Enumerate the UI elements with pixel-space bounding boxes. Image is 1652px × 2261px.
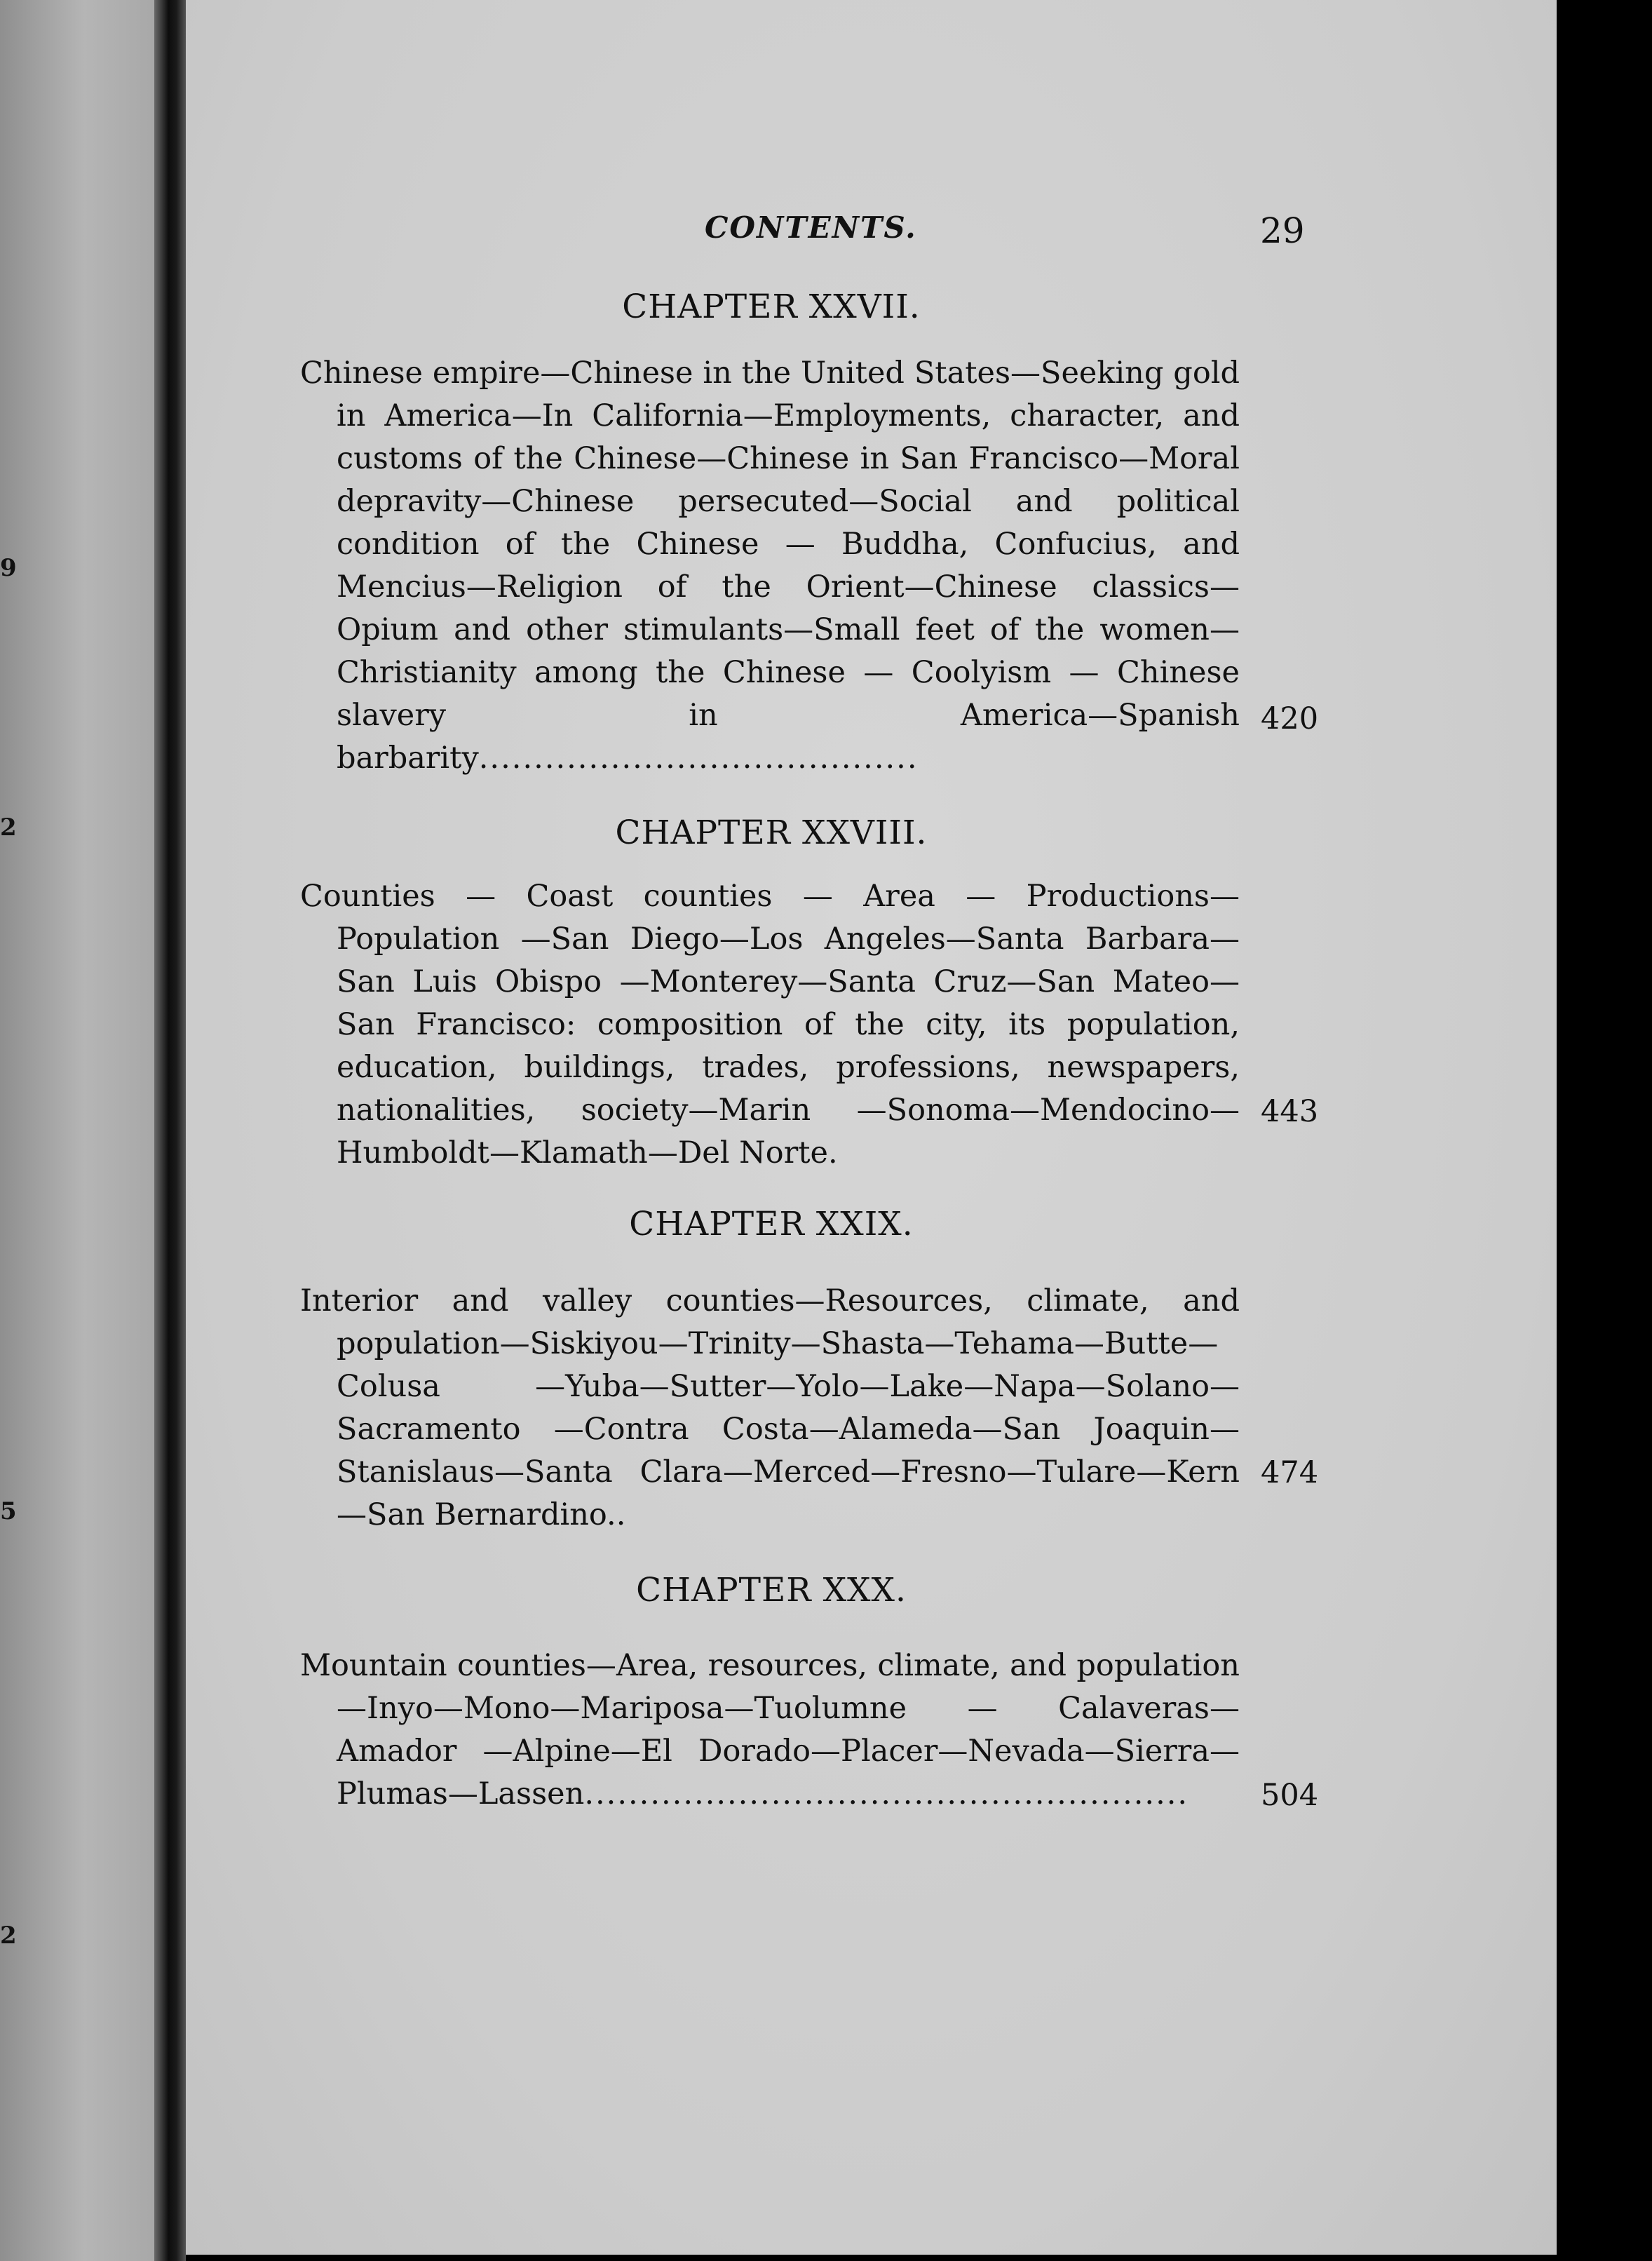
summary-text: Chinese empire—Chinese in the United States—Seeking gold in America—In California—Employments, character, and customs of the Chinese—Chinese in San Francisco—Moral depravity—Chinese persecuted—Social and political condition of the Chinese — Buddha, Confucius, and Mencius—Religion of the Orient—Chinese classics—Opium and other stimulants—Small feet of the women—Christianity among the Chinese — Coolyism — Chinese slavery in America—Spanish barbarity bbox=[300, 356, 1240, 776]
book-gutter bbox=[154, 0, 186, 2261]
chapter-page-number: 443 bbox=[1261, 1094, 1319, 1129]
margin-mark: 2 bbox=[0, 1922, 17, 1950]
margin-mark: 2 bbox=[0, 814, 17, 842]
scan-border bbox=[1557, 0, 1652, 2261]
dot-leader: ........................................ bbox=[478, 741, 919, 776]
chapter-summary bbox=[300, 1645, 1240, 1816]
chapter-summary bbox=[300, 875, 1240, 1175]
summary-text: Mountain counties—Area, resources, climate, and population—Inyo—Mono—Mariposa—Tuolumne — Calaveras—Amador —Alpine—El Dorado—Placer—Nevada—Sierra—Plumas—Lassen bbox=[300, 1648, 1240, 1811]
chapter-heading: CHAPTER XXX. bbox=[636, 1571, 907, 1609]
chapter-heading: CHAPTER XXVII. bbox=[622, 288, 921, 326]
chapter-heading: CHAPTER XXIX. bbox=[629, 1205, 914, 1243]
running-head: CONTENTS. bbox=[705, 210, 917, 245]
summary-text: Interior and valley counties—Resources, climate, and population—Siskiyou—Trinity—Shasta—Tehama—Butte—Colusa —Yuba—Sutter—Yolo—Lake—Napa—Solano—Sacramento —Contra Costa—Alameda—San Joaquin—Stanislaus—Santa Clara—Merced—Fresno—Tulare—Kern—San Bernardino. bbox=[300, 1283, 1240, 1532]
dot-leader: ....................................................... bbox=[584, 1776, 1189, 1811]
summary-text: Counties — Coast counties — Area — Productions—Population —San Diego—Los Angeles—Santa Barbara—San Luis Obispo —Monterey—Santa Cruz—San Mateo—San Francisco: composition of the city, its population, education, buildings, trades, professions, newspapers, nationalities, society—Marin —Sonoma—Mendocino—Humboldt—Klamath—Del Norte. bbox=[300, 879, 1240, 1170]
chapter-page-number: 504 bbox=[1261, 1778, 1319, 1813]
chapter-page-number: 474 bbox=[1261, 1455, 1319, 1490]
facing-page-edge bbox=[0, 0, 154, 2261]
page-number: 29 bbox=[1260, 210, 1305, 251]
chapter-heading: CHAPTER XXVIII. bbox=[615, 814, 928, 852]
dot-leader: . bbox=[616, 1497, 628, 1532]
chapter-page-number: 420 bbox=[1261, 701, 1319, 736]
chapter-summary bbox=[300, 1280, 1240, 1537]
margin-mark: 5 bbox=[0, 1497, 17, 1525]
chapter-summary bbox=[300, 352, 1240, 780]
margin-mark: 9 bbox=[0, 554, 17, 582]
